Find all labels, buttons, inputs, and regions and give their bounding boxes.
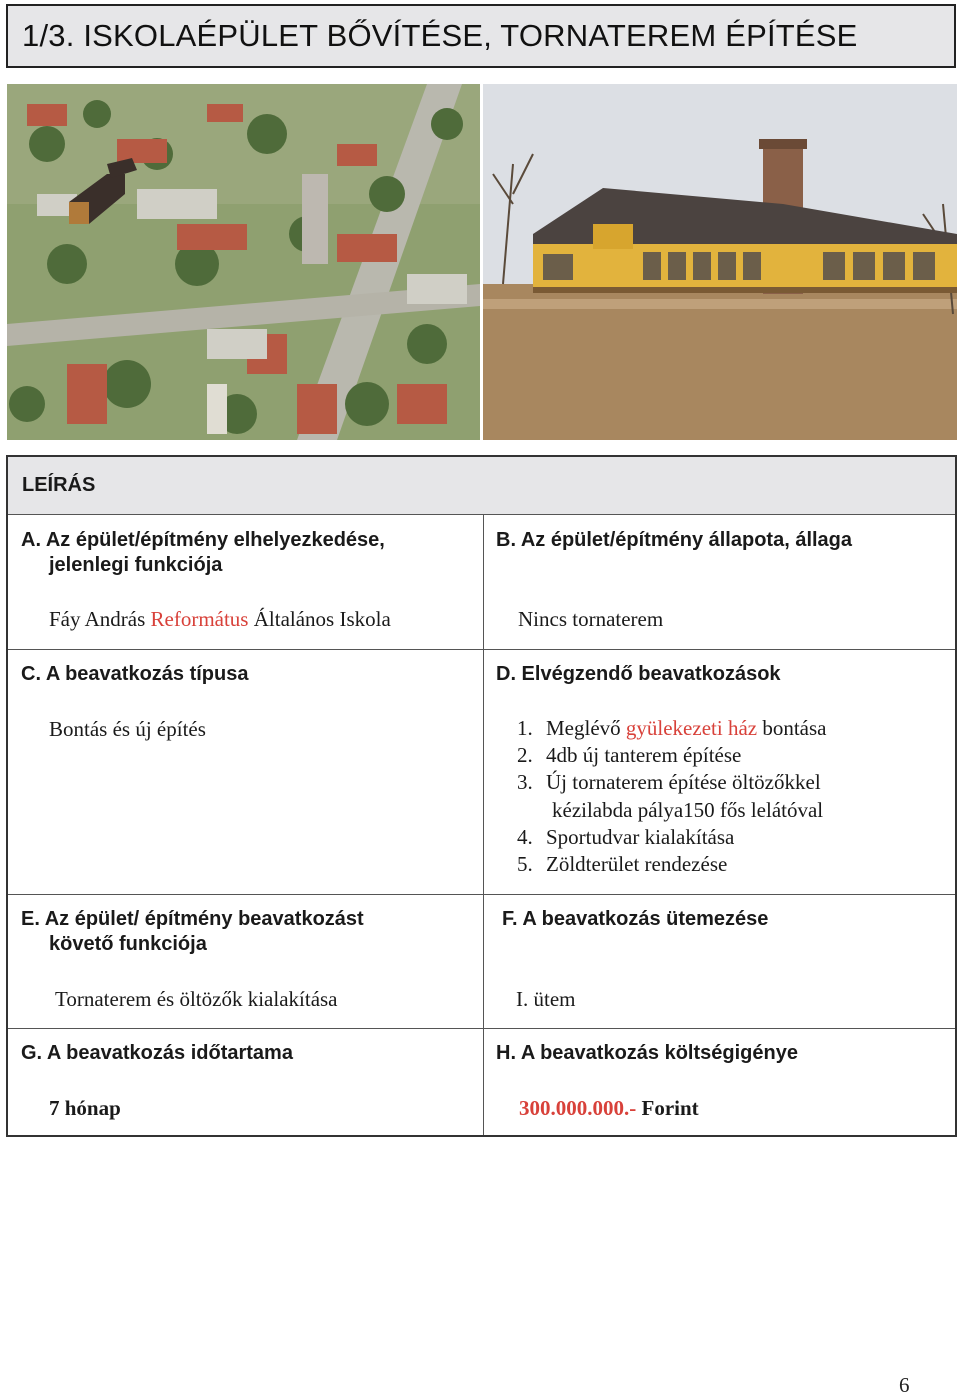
section-h-heading: H. A beavatkozás költségigénye	[496, 1042, 798, 1064]
school-name-highlight: Református	[150, 607, 249, 631]
list-item-number: 1.	[517, 716, 533, 740]
list-item-highlight: gyülekezeti ház	[625, 716, 758, 740]
list-item-number: 2.	[517, 743, 533, 768]
list-item	[511, 715, 827, 742]
section-e-heading-line2: követő funkciója	[49, 933, 207, 955]
section-a-heading	[21, 528, 385, 578]
section-f-heading: F. A beavatkozás ütemezése	[502, 908, 769, 930]
section-e-body: Tornaterem és öltözők kialakítása	[55, 987, 338, 1011]
list-item-text: Meglévő	[546, 716, 626, 740]
row-divider	[8, 894, 955, 895]
list-item-text: bontása	[757, 716, 827, 740]
row-divider	[8, 649, 955, 650]
list-item-text-line2: kézilabda pálya150 fős lelátóval	[552, 797, 824, 822]
school-building-photo	[483, 84, 957, 440]
intervention-list	[511, 715, 827, 878]
section-f-body: I. ütem	[516, 987, 576, 1011]
list-item	[511, 824, 827, 851]
section-e-heading	[21, 907, 364, 957]
column-divider	[483, 514, 484, 1135]
list-item-text: Sportudvar kialakítása	[546, 824, 735, 849]
list-item	[511, 742, 827, 769]
section-e-heading-line1: E. Az épület/ építmény beavatkozást	[21, 908, 364, 930]
list-item-text: Új tornaterem építése öltözőkkel	[546, 770, 821, 795]
page-number: 6	[899, 1373, 910, 1397]
row-divider	[8, 1028, 955, 1029]
school-name-part2: Általános Iskola	[248, 607, 391, 631]
list-item	[511, 769, 827, 823]
section-d-heading: D. Elvégzendő beavatkozások	[496, 663, 781, 685]
section-g-heading: G. A beavatkozás időtartama	[21, 1042, 293, 1064]
description-header	[8, 457, 955, 515]
cost-amount: 300.000.000.-	[519, 1096, 637, 1120]
school-name-part1: Fáy András	[49, 607, 151, 631]
list-item	[511, 851, 827, 878]
cost-currency: Forint	[636, 1096, 699, 1120]
aerial-photo	[7, 84, 480, 440]
section-a-heading-line1: A. Az épület/építmény elhelyezkedése,	[21, 529, 385, 551]
description-header-label: LEÍRÁS	[22, 474, 96, 496]
section-c-body: Bontás és új építés	[49, 717, 206, 741]
page-title: 1/3. ISKOLAÉPÜLET BŐVÍTÉSE, TORNATEREM ÉPÍTÉSE	[6, 4, 956, 68]
list-item-number: 4.	[517, 824, 533, 849]
list-item-text: 4db új tanterem építése	[546, 743, 742, 768]
section-a-heading-line2: jelenlegi funkciója	[49, 554, 223, 576]
list-item-text: Zöldterület rendezése	[546, 852, 728, 877]
list-item-number: 3.	[517, 770, 533, 795]
list-item-number: 5.	[517, 852, 533, 877]
section-h-body	[519, 1095, 699, 1122]
section-b-body: Nincs tornaterem	[518, 607, 664, 631]
section-b-heading: B. Az épület/építmény állapota, állaga	[496, 529, 853, 551]
section-g-body: 7 hónap	[49, 1096, 121, 1120]
section-a-body	[49, 606, 391, 633]
section-c-heading: C. A beavatkozás típusa	[21, 663, 249, 685]
